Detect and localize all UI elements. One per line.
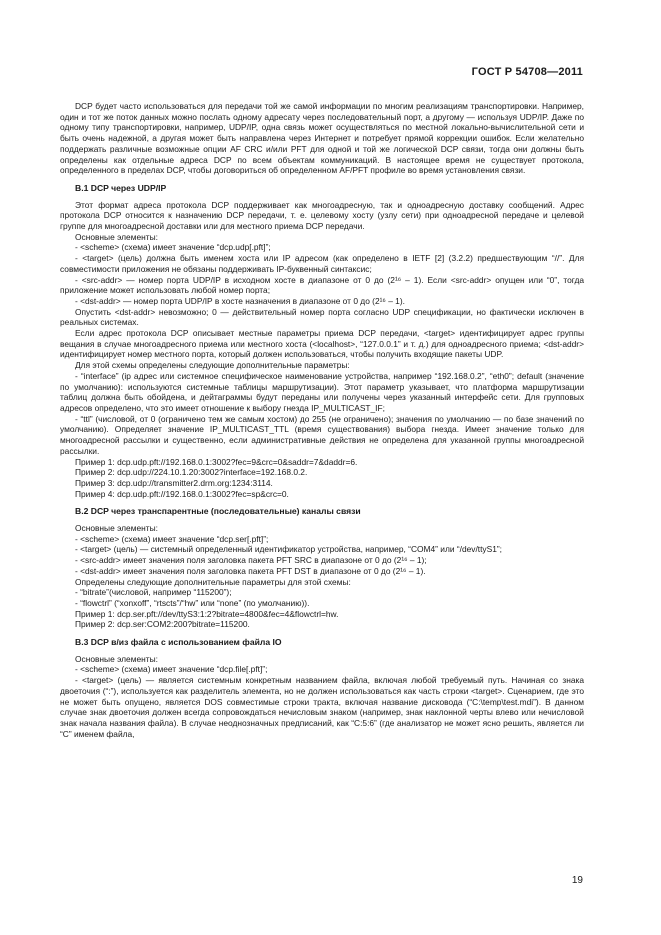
example-line: Пример 2: dcp.ser:COM2:200?bitrate=115200. [75,619,250,630]
paragraph: Определены следующие дополнительные параметры для этой схемы: [75,576,351,587]
example-line: Пример 3: dcp.udp://transmitter2.drm.org:1234:3114. [75,477,273,488]
paragraph: - “flowctrl” (“xonxoff”, “rtscts”/“hw” или “none” (по умолчанию)). [75,597,310,608]
paragraph: DCP будет часто использоваться для передачи той же самой информации по многим реализациям транспортировки. Например, один и тот же поток данных можно послать одному адресату через последовательный порт, а другому — используя UDP/IP. Даже по одному типу транспортировки, например, UDP/IP, одна связь может осуществляться по местной локально-вычислительной сети и быть очень надежной, а другая может быть направлена через Интернет и потребует прямой коррекции ошибок. Если желательно поддержать различные возможные опции AF CRC и/или PFT для одной и той же логической DCP связи, тогда они должны быть определены как отдельные адреса DCP по всем объектам коммуникаций. В настоящее время не существует протокола, определенного в пределах DCP, чтобы договориться об определенном AF/PFT профиле во время установления связи. [60,101,584,176]
section-heading: В.2 DCP через транспарентные (последовательные) каналы связи [75,506,361,517]
section-heading: В.1 DCP через UDP/IP [75,182,167,193]
document-code-header: ГОСТ Р 54708—2011 [471,66,583,78]
paragraph: Для этой схемы определены следующие дополнительные параметры: [75,360,350,371]
paragraph: Этот формат адреса протокола DCP поддерживает как многоадресную, так и одноадресную доставку сообщений. Адрес протокола DCP относится к назначению DCP передачи, т. е. целевому хосту (узлу сети) при одноадресной передаче и целевой группе для многоадресной доставки или для местного приема DCP передачи. [60,199,584,232]
paragraph: - <scheme> (схема) имеет значение “dcp.udp[.pft]”; [75,242,271,253]
example-line: Пример 2: dcp.udp://224.10.1.20:3002?interface=192.168.0.2. [75,467,308,478]
paragraph: - <target> (цель) — является системным конкретным названием файла, включая любой требуемый путь. Начиная со знака двоеточия (“:”), используется как разделитель элемента, но не должен использоваться как часть строки <target>. Сценарием, где это не может быть опущено, является DOS совместимые строки тракта, включая название дисковода (“C:\temp\test.mdi”). В данном случае знак двоеточия должен всегда сопровождаться нечисловым знаком (например, знак наклонной черты влево или нечисловой знак начала названия файла). В случае неоднозначных предписаний, как “C:5:6” (где анализатор не может ясно решить, является ли “C” именем файла, [60,675,584,739]
paragraph: - <src-addr> — номер порта UDP/IP в исходном хосте в диапазоне от 0 до (2¹⁶ – 1). Если <src-addr> опущен или “0”, тогда приложение может использовать любой номер порта; [60,274,584,296]
paragraph: Если адрес протокола DCP описывает местные параметры приема DCP передачи, <target> идентифицирует адрес группы вещания в случае многоадресного приема или местного хоста (<localhost>, “127.0.0.1” и т. д.) для одноадресного приема; <dst-addr> идентифицирует номер местного порта, который должен использоваться, чтобы получить входящие пакеты UDP. [60,328,584,360]
paragraph: - <src-addr> имеет значения поля заголовка пакета PFT SRC в диапазоне от 0 до (2¹⁶ – 1); [75,555,427,566]
paragraph: - “interface” (ip адрес или системное специфическое наименование устройства, например “192.168.0.2”, “eth0”; default (значение по умолчанию): используются системные таблицы маршрутизации). Этот параметр указывает, что платформа маршрутизации таблиц должна быть обойдена, и дейтаграммы будут переданы или получены через указанный интерфейс сети. Для групповых адресов определено, что это имеет отношение к выбору гнезда IP_MULTICAST_IF; [60,370,584,413]
paragraph: - <target> (цель) — системный определенный идентификатор устройства, например, “COM4” или “/dev/ttyS1”; [75,544,502,555]
paragraph: - “ttl” (числовой, от 0 (ограничено тем же самым хостом) до 255 (не ограничено); значения по умолчанию — по базе значений по умолчанию). Определяет значение IP_MULTICAST_TTL (время существования) выбора гнезда. Имеет значение только для многоадресной рассылки и существенно, если административные действия не определена для указанной группы многоадресной рассылки. [60,413,584,456]
paragraph: - “bitrate”(числовой, например “115200”); [75,587,232,598]
paragraph: - <scheme> (схема) имеет значение “dcp.ser[.pft]”; [75,533,269,544]
paragraph: - <dst-addr> имеет значения поля заголовка пакета PFT DST в диапазоне от 0 до (2¹⁶ – 1). [75,565,426,576]
page-number: 19 [571,875,583,886]
example-line: Пример 1: dcp.ser.pft://dev/ttyS3:1:2?bitrate=4800&fec=4&flowctrl=hw. [75,608,339,619]
section-heading: В.3 DCP в/из файла с использованием файла IO [75,637,282,648]
paragraph: - <dst-addr> — номер порта UDP/IP в хосте назначения в диапазоне от 0 до (2¹⁶ – 1). [75,295,405,306]
paragraph: - <target> (цель) должна быть именем хоста или IP адресом (как определено в IETF [2] (3.2.2) предшествующим “//”. Для совместимости приложения не обязаны поддерживать IP-буквенный синтаксис; [60,253,584,274]
paragraph: Основные элементы: [75,653,158,664]
paragraph: Основные элементы: [75,523,158,534]
document-body [60,101,584,739]
paragraph: Опустить <dst-addr> невозможно; 0 — действительный номер порта согласно UDP спецификации, но фактически исключен в реальных системах. [60,306,584,328]
example-line: Пример 1: dcp.udp.pft://192.168.0.1:3002?fec=9&crc=0&saddr=7&daddr=6. [75,456,358,467]
example-line: Пример 4: dcp.udp.pft://192.168.0.1:3002?fec=sp&crc=0. [75,488,289,499]
paragraph: - <scheme> (схема) имеет значение “dcp.file[.pft]”; [75,664,268,675]
paragraph: Основные элементы: [75,231,158,242]
